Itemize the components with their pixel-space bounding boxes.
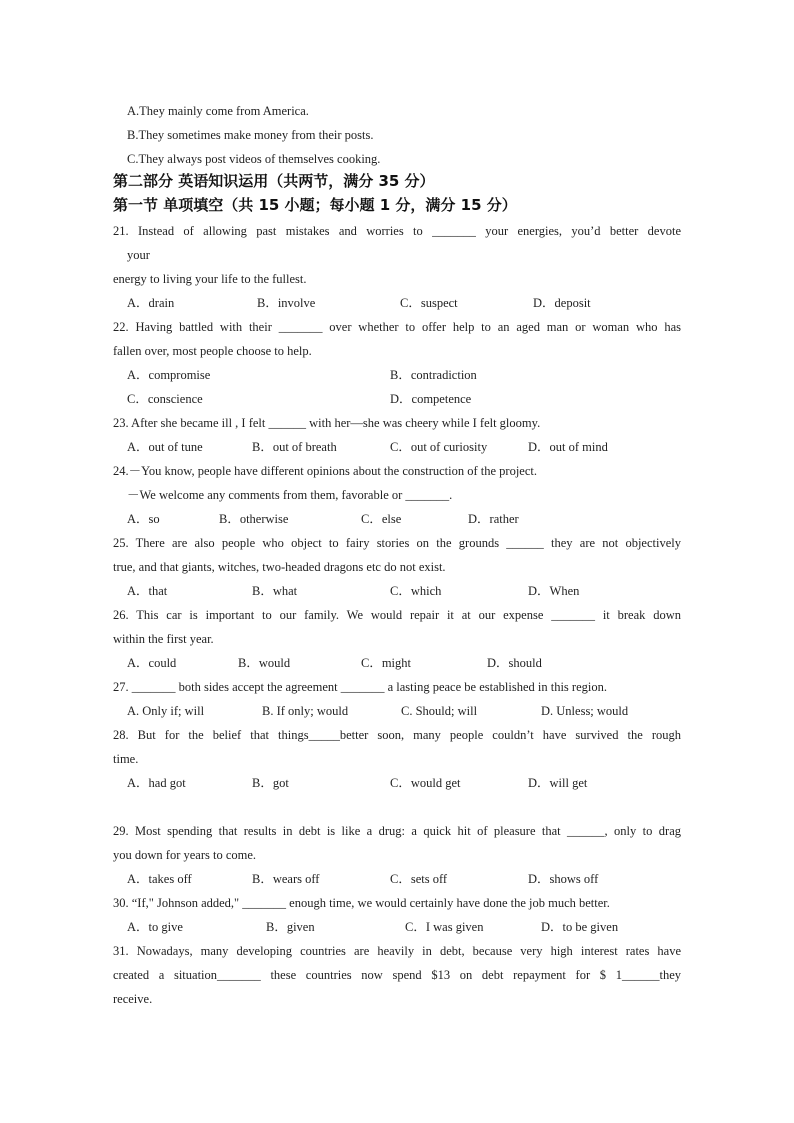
q28-stem-line1: 28. But for the belief that things_____better soon, many people couldn’t have survived the rough — [113, 728, 681, 742]
q25-option-a: A．that — [127, 584, 168, 598]
q24-option-d: D．rather — [468, 512, 519, 526]
q29-option-c: C．sets off — [390, 872, 448, 886]
q22-option-c: C．conscience — [127, 392, 203, 406]
q22-option-a: A．compromise — [127, 368, 211, 382]
q22-stem-line2: fallen over, most people choose to help. — [113, 344, 312, 358]
q25-stem-line2: true, and that giants, witches, two-headed dragons etc do not exist. — [113, 560, 446, 574]
q30-option-d: D．to be given — [541, 920, 619, 934]
section1-title: 第一节 单项填空（共 15 小题；每小题 1 分，满分 15 分） — [113, 196, 517, 214]
q23-option-b: B．out of breath — [252, 440, 337, 454]
q27-option-a: A. Only if; will — [127, 704, 205, 718]
prev-option-a: A.They mainly come from America. — [127, 104, 309, 118]
q26-option-d: D．should — [487, 656, 542, 670]
q26-stem-line2: within the first year. — [113, 632, 214, 646]
q29-option-b: B．wears off — [252, 872, 320, 886]
q22-stem-line1: 22. Having battled with their _______ over whether to offer help to an aged man or woman who has — [113, 320, 681, 334]
q21-option-a: A．drain — [127, 296, 175, 310]
q29-stem-line1: 29. Most spending that results in debt is like a drug: a quick hit of pleasure that ______, only to drag — [113, 824, 681, 838]
q21-option-d: D．deposit — [533, 296, 591, 310]
q27-option-d: D. Unless; would — [541, 704, 629, 718]
q24-stem-line2: －We welcome any comments from them, favorable or _______. — [127, 488, 453, 502]
q31-stem-line1: 31. Nowadays, many developing countries are heavily in debt, because very high interest rates have — [113, 944, 681, 958]
q25-option-d: D．When — [528, 584, 580, 598]
q23-option-d: D．out of mind — [528, 440, 608, 454]
q25-stem-line1: 25. There are also people who object to fairy stories on the grounds ______ they are not objectively — [113, 536, 681, 550]
q21-stem-line1: 21. Instead of allowing past mistakes and worries to _______ your energies, you’d better devote — [113, 224, 681, 238]
q31-stem-line2: created a situation_______ these countries now spend $13 on debt repayment for $ 1______they — [113, 968, 681, 982]
q24-option-c: C．else — [361, 512, 402, 526]
q30-option-a: A．to give — [127, 920, 183, 934]
part2-title: 第二部分 英语知识运用（共两节，满分 35 分） — [113, 172, 435, 190]
q26-option-a: A．could — [127, 656, 177, 670]
q26-option-b: B．would — [238, 656, 291, 670]
q28-option-d: D．will get — [528, 776, 588, 790]
q29-stem-line2: you down for years to come. — [113, 848, 257, 862]
q29-option-d: D．shows off — [528, 872, 599, 886]
q23-option-c: C．out of curiosity — [390, 440, 488, 454]
q30-option-b: B．given — [266, 920, 315, 934]
q26-stem-line1: 26. This car is important to our family. We would repair it at our expense _______ it break down — [113, 608, 681, 622]
q23-option-a: A．out of tune — [127, 440, 203, 454]
q26-option-c: C．might — [361, 656, 412, 670]
q27-stem-line1: 27. _______ both sides accept the agreement _______ a lasting peace be established in this region. — [113, 680, 607, 694]
prev-option-b: B.They sometimes make money from their posts. — [127, 128, 374, 142]
q21-stem-line2: your — [127, 248, 150, 262]
q21-option-c: C．suspect — [400, 296, 458, 310]
q25-option-c: C．which — [390, 584, 442, 598]
q28-stem-line2: time. — [113, 752, 139, 766]
q24-stem-line1: 24.－You know, people have different opinions about the construction of the project. — [113, 464, 537, 478]
q30-option-c: C．I was given — [405, 920, 484, 934]
q23-stem-line1: 23. After she became ill , I felt ______ with her—she was cheery while I felt gloomy. — [113, 416, 541, 430]
q22-option-b: B．contradiction — [390, 368, 477, 382]
q24-option-b: B．otherwise — [219, 512, 289, 526]
q27-option-b: B. If only; would — [262, 704, 349, 718]
q31-stem-line3: receive. — [113, 992, 153, 1006]
prev-option-c: C.They always post videos of themselves cooking. — [127, 152, 381, 166]
q22-option-d: D．competence — [390, 392, 472, 406]
q28-option-a: A．had got — [127, 776, 186, 790]
q21-stem-line3: energy to living your life to the fullest. — [113, 272, 307, 286]
q21-option-b: B．involve — [257, 296, 316, 310]
q27-option-c: C. Should; will — [401, 704, 478, 718]
q28-option-c: C．would get — [390, 776, 461, 790]
q30-stem-line1: 30. “If," Johnson added," _______ enough time, we would certainly have done the job much better. — [113, 896, 610, 910]
q29-option-a: A．takes off — [127, 872, 192, 886]
q25-option-b: B．what — [252, 584, 298, 598]
q24-option-a: A．so — [127, 512, 160, 526]
q28-option-b: B．got — [252, 776, 289, 790]
